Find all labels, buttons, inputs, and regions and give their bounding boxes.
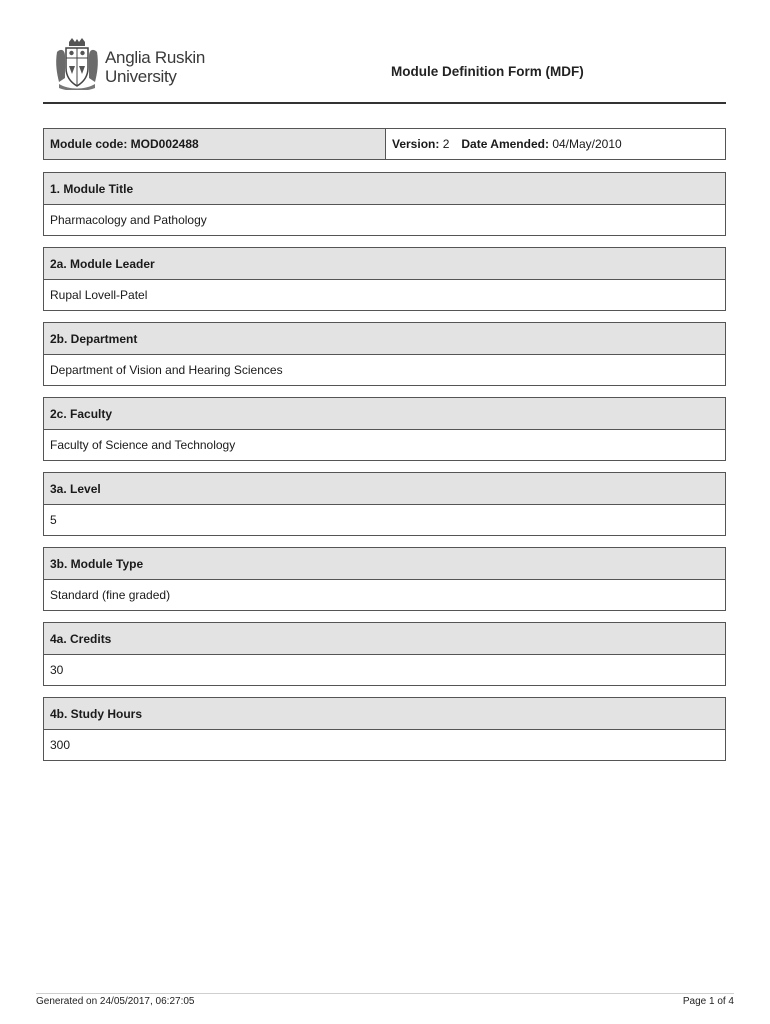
section-module-title [43, 172, 726, 236]
module-code: Module code: MOD002488 [44, 129, 386, 159]
version-label: Version: [392, 137, 440, 151]
footer-divider [36, 993, 734, 994]
section-heading: 4b. Study Hours [44, 698, 725, 730]
section-value: Rupal Lovell-Patel [50, 288, 148, 302]
section-credits [43, 622, 726, 686]
page-header [0, 0, 770, 104]
section-heading: 2c. Faculty [44, 398, 725, 430]
form-title: Module Definition Form (MDF) [391, 64, 584, 79]
logo-text-line1: Anglia Ruskin [105, 48, 206, 67]
section-heading: 3a. Level [44, 473, 725, 505]
section-value: 300 [50, 738, 71, 752]
section-value: 30 [50, 663, 64, 677]
section-module-type [43, 547, 726, 611]
section-heading: 3b. Module Type [44, 548, 725, 580]
university-logo [55, 38, 215, 90]
section-level [43, 472, 726, 536]
version-value: 2 [442, 137, 450, 151]
module-code-row [43, 128, 726, 160]
generated-timestamp: Generated on 24/05/2017, 06:27:05 [36, 996, 195, 1007]
version-date-cell [386, 129, 725, 159]
section-value: Pharmacology and Pathology [50, 213, 207, 227]
logo-text-line2: University [105, 67, 177, 86]
section-value: Faculty of Science and Technology [50, 438, 236, 452]
section-heading: 4a. Credits [44, 623, 725, 655]
section-department [43, 322, 726, 386]
section-module-leader [43, 247, 726, 311]
university-crest-icon [55, 38, 99, 90]
page-number: Page 1 of 4 [682, 996, 734, 1007]
section-heading: 1. Module Title [44, 173, 725, 205]
header-divider [43, 102, 726, 104]
date-amended-label: Date Amended: [461, 137, 549, 151]
section-value: 5 [50, 513, 57, 527]
section-study-hours [43, 697, 726, 761]
section-heading: 2a. Module Leader [44, 248, 725, 280]
section-value: Department of Vision and Hearing Sciences [50, 363, 283, 377]
section-heading: 2b. Department [44, 323, 725, 355]
date-amended-value: 04/May/2010 [552, 137, 622, 151]
section-faculty [43, 397, 726, 461]
section-value: Standard (fine graded) [50, 588, 171, 602]
